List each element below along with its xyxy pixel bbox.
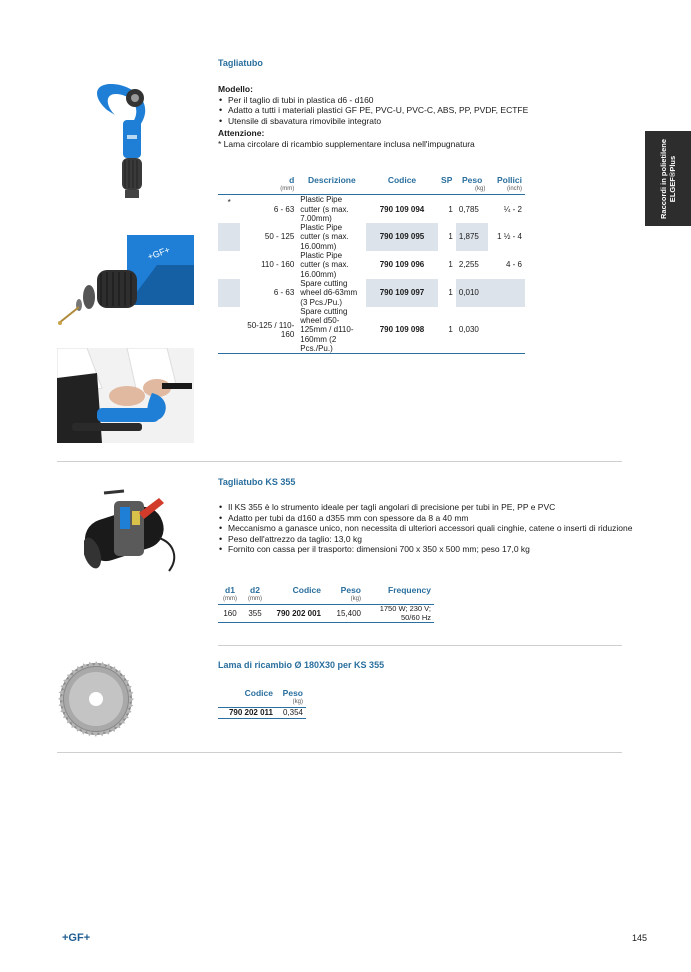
section-divider — [218, 645, 622, 646]
gf-logo: +GF+ — [62, 932, 91, 944]
table-header-row — [218, 688, 306, 698]
cell-code: 790 109 094 — [379, 204, 425, 214]
cell-code: 790 202 011 — [218, 708, 276, 718]
cell-desc: Plastic Pipe cutter (s max. 7.00mm) — [300, 195, 349, 223]
col-header-frequency: Frequency — [388, 585, 431, 595]
cell-pollici: ¼ - 2 — [503, 204, 522, 214]
table-row — [218, 251, 525, 279]
unit-peso: (kg) — [456, 185, 489, 195]
table-row — [218, 223, 525, 251]
bullet: • Per il taglio di tubi in plastica d6 - d160 — [218, 95, 638, 106]
cell-peso: 15,400 — [324, 605, 364, 623]
section-divider — [57, 752, 622, 753]
unit-peso: (kg) — [276, 698, 306, 708]
cell-sp: 1 — [448, 288, 453, 298]
unit-d1: (mm) — [218, 595, 242, 605]
cell-d: 50-125 / 110-160 — [240, 307, 297, 354]
table-row — [218, 195, 525, 223]
col-header-codice: Codice — [387, 175, 417, 185]
cell-d1: 160 — [218, 605, 242, 623]
col-header-peso: Peso — [340, 585, 361, 595]
col-header-pollici: Pollici — [496, 175, 522, 185]
table-row — [218, 307, 525, 354]
table-header-row — [218, 175, 525, 185]
ks355-cutter-image — [84, 483, 179, 573]
side-category-tab — [645, 131, 691, 226]
cell-d: 110 - 160 — [261, 260, 295, 270]
col-header-peso: Peso — [461, 175, 483, 185]
section1-product-table — [218, 175, 525, 354]
cell-desc: Plastic Pipe cutter (s max. 16.00mm) — [300, 251, 349, 279]
unit-pollici: (inch) — [488, 185, 525, 195]
unit-d: (mm) — [240, 185, 297, 195]
cell-sp: 1 — [448, 260, 453, 270]
page-number: 145 — [632, 933, 648, 943]
col-header-codice: Codice — [292, 585, 321, 595]
col-header-d2: d2 — [250, 585, 260, 595]
cell-desc: Spare cutting wheel d50-125mm / d110-160mm (2 Pcs./Pu.) — [297, 307, 366, 354]
cell-peso: 0,785 — [458, 204, 479, 214]
bullet: • Peso dell'attrezzo da taglio: 13,0 kg — [218, 534, 658, 545]
cell-peso: 1,875 — [456, 223, 489, 251]
section1-title: Tagliatubo — [218, 58, 263, 68]
cell-peso: 0,354 — [276, 708, 306, 718]
bullet: • Adatto per tubi da d160 a d355 mm con spessore da 8 a 40 mm — [218, 513, 658, 524]
bullet: • Utensile di sbavatura rimovibile integrato — [218, 116, 638, 127]
cell-pollici — [488, 307, 525, 354]
table-row — [218, 279, 525, 307]
table-unit-row — [218, 185, 525, 195]
bullet: • Fornito con cassa per il trasporto: dimensioni 700 x 350 x 500 mm; peso 17,0 kg — [218, 544, 658, 555]
cell-code: 790 109 098 — [366, 307, 437, 354]
table-unit-row — [218, 698, 306, 708]
section3-product-table — [218, 688, 306, 719]
row-mark: * — [227, 198, 231, 208]
side-tab-line1: Raccordi in polietilene — [659, 138, 668, 219]
cell-d: 6 - 63 — [273, 204, 295, 214]
attention-text: * Lama circolare di ricambio supplementare inclusa nell'impugnatura — [218, 138, 475, 149]
bullet: • Meccanismo a ganasce unico, non necessita di ulteriori accessori quali cinghie, catene o inserti di riduzione — [218, 523, 658, 534]
cell-desc: Plastic Pipe cutter (s max. 16.00mm) — [300, 223, 349, 251]
saw-blade-image — [57, 660, 135, 738]
col-header-descrizione: Descrizione — [307, 175, 356, 185]
cutter-in-use-image — [57, 348, 194, 443]
unit-peso: (kg) — [324, 595, 364, 605]
cell-d: 6 - 63 — [273, 288, 295, 298]
model-label: Modello: — [218, 84, 253, 94]
col-header-peso: Peso — [282, 688, 303, 698]
table-row — [218, 708, 306, 718]
bullet: • Adatto a tutti i materiali plastici GF PE, PVC-U, PVC-C, ABS, PP, PVDF, ECTFE — [218, 105, 638, 116]
cell-code: 790 109 095 — [366, 223, 437, 251]
cell-sp: 1 — [448, 204, 453, 214]
cell-peso: 2,255 — [458, 260, 479, 270]
cell-sp: 1 — [448, 232, 453, 242]
cell-desc: Spare cutting wheel d6-63mm (3 Pcs./Pu.) — [300, 278, 358, 307]
cell-pollici — [488, 279, 525, 307]
cell-peso: 0,030 — [456, 307, 489, 354]
cell-code: 790 109 096 — [379, 260, 425, 270]
section3-title: Lama di ricambio Ø 180X30 per KS 355 — [218, 660, 385, 670]
side-tab-line2: ELGEF®Plus — [668, 155, 677, 202]
cell-pollici: 4 - 6 — [505, 260, 522, 270]
section2-title: Tagliatubo KS 355 — [218, 477, 296, 487]
cell-d2: 355 — [242, 605, 268, 623]
bullet: • Il KS 355 è lo strumento ideale per tagli angolari di precisione per tubi in PE, PP e PVC — [218, 502, 658, 513]
unit-d2: (mm) — [242, 595, 268, 605]
svg-text:+GF+: +GF+ — [146, 244, 172, 262]
section2-bullets — [218, 502, 658, 555]
pipe-cutter-image — [85, 80, 160, 205]
cell-d: 50 - 125 — [264, 232, 295, 242]
cell-sp: 1 — [438, 307, 456, 354]
section2-product-table — [218, 585, 434, 623]
col-header-sp: SP — [441, 175, 453, 185]
section1-specs — [218, 84, 638, 149]
col-header-codice: Codice — [244, 688, 273, 698]
table-row — [218, 605, 434, 623]
table-header-row — [218, 585, 434, 595]
attention-label: Attenzione: — [218, 128, 265, 139]
section-divider — [57, 461, 622, 462]
col-header-d: d — [289, 175, 295, 185]
cell-code: 790 202 001 — [268, 605, 324, 623]
cell-frequency: 1750 W; 230 V; 50/60 Hz — [364, 605, 434, 623]
col-header-d1: d1 — [225, 585, 235, 595]
cutter-detail-image — [57, 235, 194, 330]
cell-code: 790 109 097 — [366, 279, 437, 307]
section1-bullets — [218, 95, 638, 127]
cell-peso: 0,010 — [456, 279, 489, 307]
cell-pollici: 1 ½ - 4 — [497, 232, 522, 242]
